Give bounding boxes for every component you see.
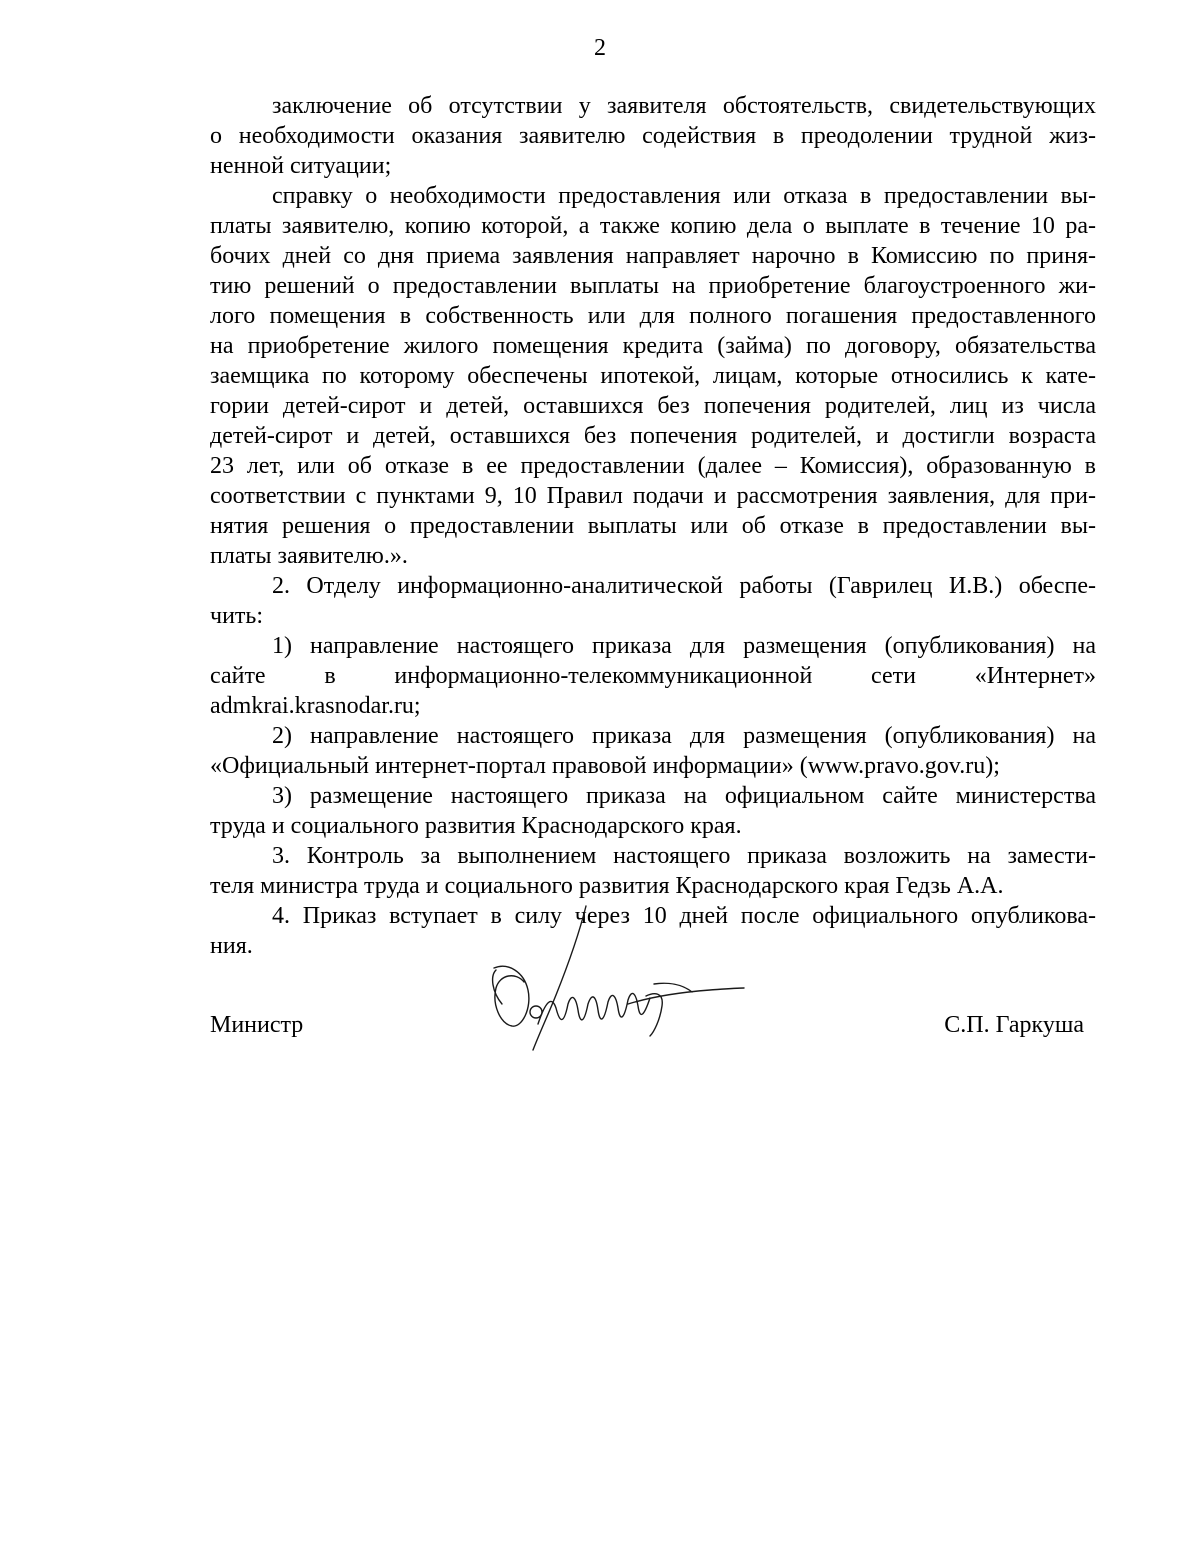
- signer-position: Министр: [210, 1012, 304, 1038]
- text-line: соответствии с пунктами 9, 10 Правил подачи и рассмотрения заявления, для при-: [210, 483, 1096, 509]
- text-line: детей-сирот и детей, оставшихся без попечения родителей, и достигли возраста: [210, 423, 1096, 449]
- text-line: 23 лет, или об отказе в ее предоставлении (далее – Комиссия), образованную в: [210, 453, 1096, 479]
- text-line: 3) размещение настоящего приказа на официальном сайте министерства: [272, 783, 1096, 809]
- text-line: сайте в информационно-телекоммуникационной сети «Интернет»: [210, 663, 1096, 689]
- paragraph-subitem-3: [210, 781, 1096, 841]
- text-line: лого помещения в собственность или для полного погашения предоставленного: [210, 303, 1096, 329]
- text-line: admkrai.krasnodar.ru;: [210, 693, 421, 719]
- text-line: нятия решения о предоставлении выплаты или об отказе в предоставлении вы-: [210, 513, 1096, 539]
- paragraph-item-2: [210, 571, 1096, 631]
- text-line: на приобретение жилого помещения кредита (займа) по договору, обязательства: [210, 333, 1096, 359]
- text-line: тию решений о предоставлении выплаты на приобретение благоустроенного жи-: [210, 273, 1096, 299]
- text-line: 4. Приказ вступает в силу через 10 дней после официального опубликова-: [272, 903, 1096, 929]
- text-line: о необходимости оказания заявителю содействия в преодолении трудной жиз-: [210, 123, 1096, 149]
- text-line: чить:: [210, 603, 264, 629]
- text-line: бочих дней со дня приема заявления направляет нарочно в Комиссию по приня-: [210, 243, 1096, 269]
- signer-name: С.П. Гаркуша: [944, 1012, 1084, 1038]
- paragraph-certificate: [210, 181, 1096, 571]
- paragraph-subitem-2: [210, 721, 1096, 781]
- text-line: заемщика по которому обеспечены ипотекой, лицам, которые относились к кате-: [210, 363, 1096, 389]
- text-line: 2) направление настоящего приказа для размещения (опубликования) на: [272, 723, 1096, 749]
- text-line: 1) направление настоящего приказа для размещения (опубликования) на: [272, 633, 1096, 659]
- text-line: гории детей-сирот и детей, оставшихся без попечения родителей, лиц из числа: [210, 393, 1096, 419]
- paragraph-item-3: [210, 841, 1096, 901]
- text-line: «Официальный интернет-портал правовой информации» (www.pravo.gov.ru);: [210, 753, 1000, 779]
- text-line: 2. Отделу информационно-аналитической работы (Гаврилец И.В.) обеспе-: [272, 573, 1096, 599]
- page-number: 2: [594, 35, 606, 61]
- text-line: ненной ситуации;: [210, 153, 392, 179]
- document-body: [210, 91, 1096, 961]
- text-line: платы заявителю.».: [210, 543, 408, 569]
- text-line: труда и социального развития Краснодарского края.: [210, 813, 742, 839]
- text-line: платы заявителю, копию которой, а также копию дела о выплате в течение 10 ра-: [210, 213, 1096, 239]
- text-line: справку о необходимости предоставления или отказа в предоставлении вы-: [272, 183, 1096, 209]
- text-line: заключение об отсутствии у заявителя обстоятельств, свидетельствующих: [272, 93, 1096, 119]
- paragraph-subitem-1: [210, 631, 1096, 721]
- paragraph-conclusion: [210, 91, 1096, 181]
- text-line: ния.: [210, 933, 253, 959]
- text-line: теля министра труда и социального развития Краснодарского края Гедзь А.А.: [210, 873, 1004, 899]
- text-line: 3. Контроль за выполнением настоящего приказа возложить на замести-: [272, 843, 1096, 869]
- signature-block: [210, 1010, 1096, 1044]
